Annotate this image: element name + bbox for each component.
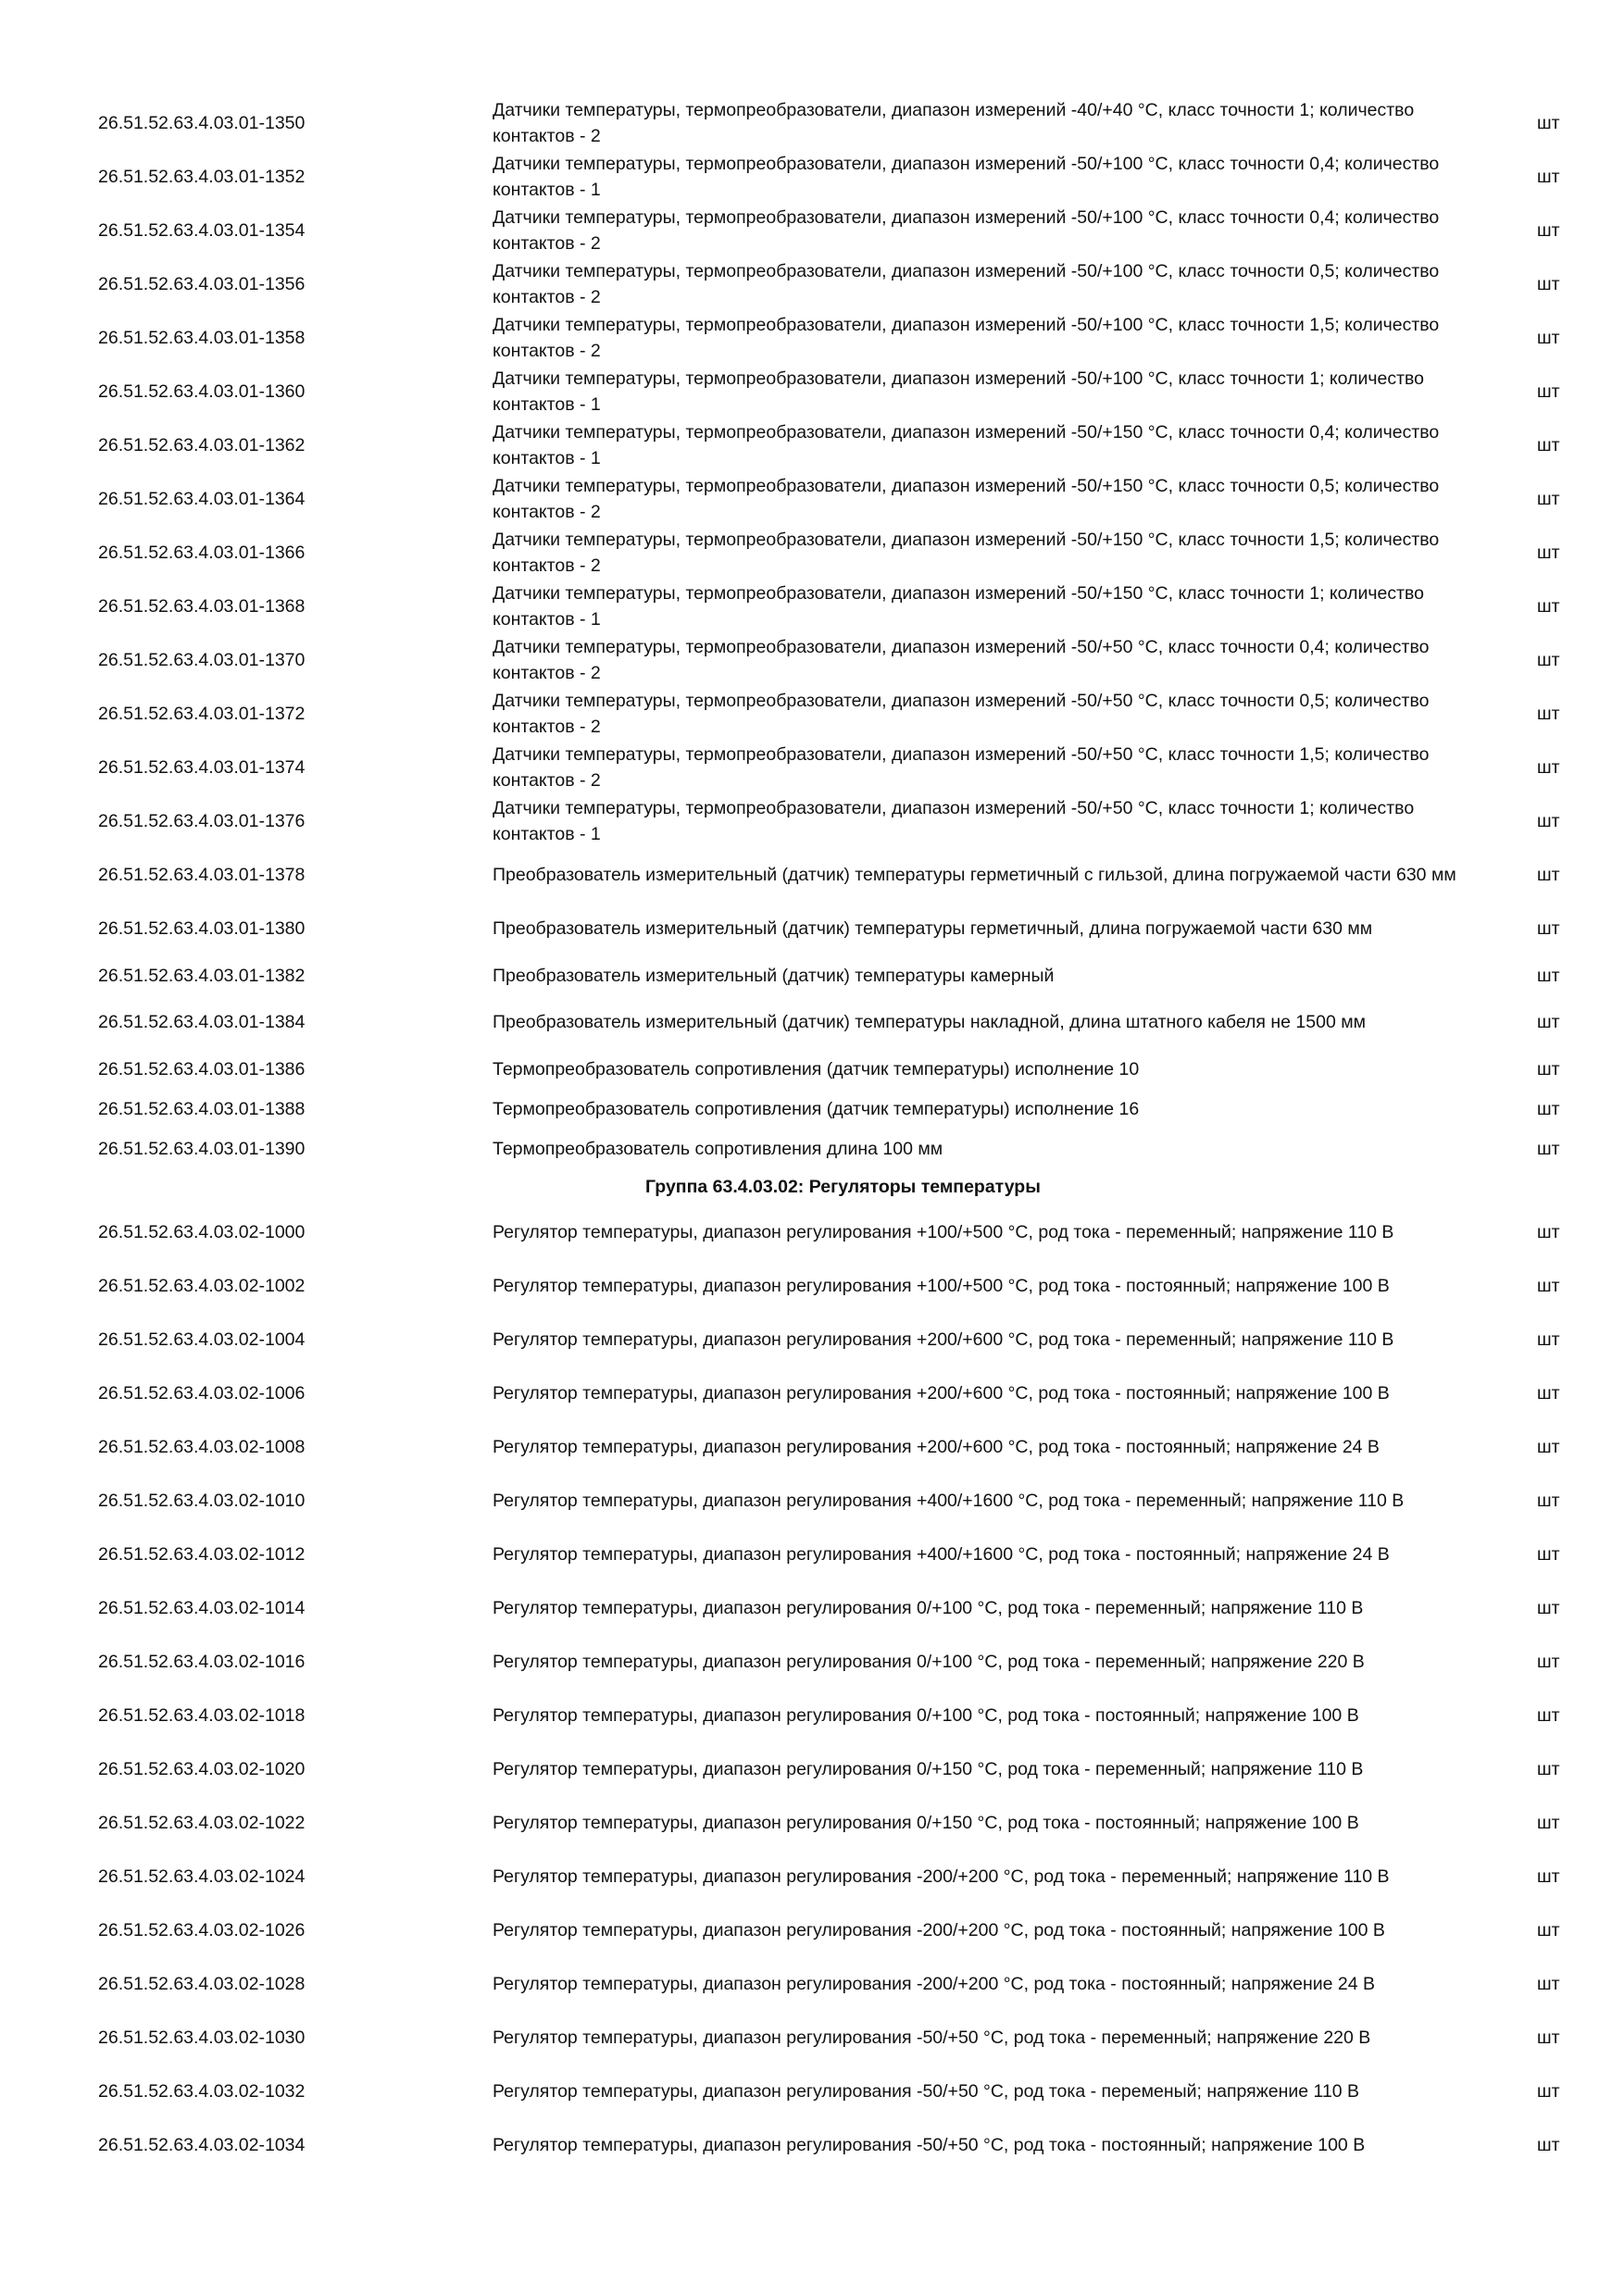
item-description: Регулятор температуры, диапазон регулирования 0/+100 °С, род тока - постоянный; напряжение 100 В: [493, 1705, 1359, 1726]
item-code: 26.51.52.63.4.03.01-1380: [98, 918, 306, 939]
item-code: 26.51.52.63.4.03.02-1010: [98, 1491, 306, 1511]
item-code: 26.51.52.63.4.03.02-1004: [98, 1329, 306, 1350]
table-row: [0, 955, 1624, 995]
item-code: 26.51.52.63.4.03.02-1026: [98, 1920, 306, 1940]
table-row: [0, 257, 1624, 311]
item-code: 26.51.52.63.4.03.02-1030: [98, 2028, 306, 2048]
item-description: Регулятор температуры, диапазон регулирования -200/+200 °С, род тока - постоянный; напряжение 100 В: [493, 1920, 1385, 1940]
item-code: 26.51.52.63.4.03.02-1032: [98, 2081, 306, 2102]
item-code: 26.51.52.63.4.03.01-1386: [98, 1058, 306, 1079]
table-section-regulators: [0, 1205, 1624, 2172]
item-description: Преобразователь измерительный (датчик) температуры камерный: [493, 965, 1055, 986]
item-code: 26.51.52.63.4.03.02-1016: [98, 1652, 306, 1672]
item-description: Регулятор температуры, диапазон регулирования -50/+50 °С, род тока - переменый; напряжение 110 В: [493, 2081, 1360, 2102]
item-description: Регулятор температуры, диапазон регулирования +200/+600 °С, род тока - переменный; напряжение 110 В: [493, 1329, 1394, 1350]
item-code: 26.51.52.63.4.03.02-1034: [98, 2135, 306, 2155]
item-description: Датчики температуры, термопреобразователи, диапазон измерений -50/+50 °С, класс точности 1; количество контактов - 1: [493, 798, 1415, 844]
group-heading: [0, 1168, 1624, 1205]
table-row: [0, 311, 1624, 365]
item-description: Регулятор температуры, диапазон регулирования -200/+200 °С, род тока - постоянный; напряжение 24 В: [493, 1974, 1376, 1994]
table-row: [0, 2118, 1624, 2172]
table-row: [0, 1420, 1624, 1474]
table-row: [0, 1850, 1624, 1903]
table-row: [0, 580, 1624, 633]
item-code: 26.51.52.63.4.03.01-1384: [98, 1012, 306, 1032]
item-unit: шт: [1537, 1222, 1560, 1242]
item-unit: шт: [1537, 811, 1560, 831]
item-unit: шт: [1537, 274, 1560, 294]
table-row: [0, 848, 1624, 902]
item-description: Регулятор температуры, диапазон регулирования +100/+500 °С, род тока - переменный; напряжение 110 В: [493, 1222, 1394, 1242]
item-description: Регулятор температуры, диапазон регулирования 0/+100 °С, род тока - переменный; напряжение 110 В: [493, 1598, 1364, 1618]
item-unit: шт: [1537, 1866, 1560, 1887]
item-description: Термопреобразователь сопротивления длина 100 мм: [493, 1138, 943, 1159]
item-unit: шт: [1537, 1705, 1560, 1726]
table-row: [0, 1581, 1624, 1635]
item-unit: шт: [1537, 1652, 1560, 1672]
item-code: 26.51.52.63.4.03.01-1356: [98, 274, 306, 294]
item-description: Датчики температуры, термопреобразователи, диапазон измерений -50/+50 °С, класс точности 0,5; количество контактов - 2: [493, 691, 1430, 737]
table-row: [0, 2011, 1624, 2065]
table-row: [0, 1089, 1624, 1129]
item-description: Регулятор температуры, диапазон регулирования 0/+150 °С, род тока - переменный; напряжение 110 В: [493, 1759, 1364, 1779]
item-unit: шт: [1537, 650, 1560, 670]
item-unit: шт: [1537, 2028, 1560, 2048]
table-row: [0, 150, 1624, 204]
item-unit: шт: [1537, 965, 1560, 986]
table-row: [0, 1129, 1624, 1168]
item-description: Датчики температуры, термопреобразователи, диапазон измерений -50/+150 °С, класс точности 1; количество контактов - 1: [493, 583, 1425, 630]
item-code: 26.51.52.63.4.03.01-1352: [98, 167, 306, 187]
item-code: 26.51.52.63.4.03.01-1360: [98, 381, 306, 402]
item-unit: шт: [1537, 918, 1560, 939]
table-row: [0, 995, 1624, 1049]
item-description: Регулятор температуры, диапазон регулирования -200/+200 °С, род тока - переменный; напряжение 110 В: [493, 1866, 1390, 1887]
item-description: Датчики температуры, термопреобразователи, диапазон измерений -50/+100 °С, класс точности 1,5; количество контактов - 2: [493, 315, 1440, 361]
item-code: 26.51.52.63.4.03.02-1022: [98, 1813, 306, 1833]
item-description: Преобразователь измерительный (датчик) температуры накладной, длина штатного кабеля не 1500 мм: [493, 1012, 1367, 1032]
item-code: 26.51.52.63.4.03.02-1006: [98, 1383, 306, 1404]
item-unit: шт: [1537, 543, 1560, 563]
item-code: 26.51.52.63.4.03.02-1028: [98, 1974, 306, 1994]
table-row: [0, 472, 1624, 526]
table-row: [0, 204, 1624, 257]
item-unit: шт: [1537, 1974, 1560, 1994]
item-unit: шт: [1537, 1598, 1560, 1618]
item-unit: шт: [1537, 2081, 1560, 2102]
item-description: Регулятор температуры, диапазон регулирования -50/+50 °С, род тока - переменный; напряжение 220 В: [493, 2028, 1371, 2048]
table-section-sensors: [0, 96, 1624, 1168]
item-description: Датчики температуры, термопреобразователи, диапазон измерений -50/+50 °С, класс точности 1,5; количество контактов - 2: [493, 744, 1430, 791]
item-unit: шт: [1537, 489, 1560, 509]
item-code: 26.51.52.63.4.03.01-1368: [98, 596, 306, 617]
table-row: [0, 1366, 1624, 1420]
item-code: 26.51.52.63.4.03.02-1000: [98, 1222, 306, 1242]
item-code: 26.51.52.63.4.03.01-1376: [98, 811, 306, 831]
item-description: Датчики температуры, термопреобразователи, диапазон измерений -40/+40 °С, класс точности 1; количество контактов - 2: [493, 100, 1415, 146]
item-description: Регулятор температуры, диапазон регулирования +400/+1600 °С, род тока - переменный; напряжение 110 В: [493, 1491, 1405, 1511]
table-row: [0, 1742, 1624, 1796]
item-code: 26.51.52.63.4.03.02-1020: [98, 1759, 306, 1779]
item-code: 26.51.52.63.4.03.01-1370: [98, 650, 306, 670]
table-row: [0, 1205, 1624, 1259]
item-code: 26.51.52.63.4.03.02-1012: [98, 1544, 306, 1565]
table-row: [0, 1528, 1624, 1581]
item-unit: шт: [1537, 1759, 1560, 1779]
item-code: 26.51.52.63.4.03.01-1390: [98, 1138, 306, 1159]
table-row: [0, 1903, 1624, 1957]
item-description: Преобразователь измерительный (датчик) температуры герметичный с гильзой, длина погружаемой части 630 мм: [493, 865, 1456, 885]
table-row: [0, 526, 1624, 580]
item-description: Датчики температуры, термопреобразователи, диапазон измерений -50/+100 °С, класс точности 0,4; количество контактов - 1: [493, 154, 1440, 200]
table-row: [0, 902, 1624, 955]
item-unit: шт: [1537, 113, 1560, 133]
item-unit: шт: [1537, 1491, 1560, 1511]
item-code: 26.51.52.63.4.03.01-1378: [98, 865, 306, 885]
item-code: 26.51.52.63.4.03.01-1350: [98, 113, 306, 133]
item-unit: шт: [1537, 757, 1560, 778]
item-unit: шт: [1537, 704, 1560, 724]
table-row: [0, 418, 1624, 472]
item-code: 26.51.52.63.4.03.01-1358: [98, 328, 306, 348]
table-row: [0, 365, 1624, 418]
item-unit: шт: [1537, 328, 1560, 348]
table-row: [0, 2065, 1624, 2118]
item-description: Датчики температуры, термопреобразователи, диапазон измерений -50/+100 °С, класс точности 0,4; количество контактов - 2: [493, 207, 1440, 254]
item-description: Преобразователь измерительный (датчик) температуры герметичный, длина погружаемой части 630 мм: [493, 918, 1373, 939]
item-description: Термопреобразователь сопротивления (датчик температуры) исполнение 16: [493, 1098, 1140, 1119]
table-row: [0, 1049, 1624, 1089]
item-description: Датчики температуры, термопреобразователи, диапазон измерений -50/+100 °С, класс точности 0,5; количество контактов - 2: [493, 261, 1440, 307]
item-unit: шт: [1537, 167, 1560, 187]
item-unit: шт: [1537, 220, 1560, 241]
table-row: [0, 741, 1624, 794]
item-unit: шт: [1537, 1813, 1560, 1833]
item-code: 26.51.52.63.4.03.01-1374: [98, 757, 306, 778]
item-unit: шт: [1537, 1544, 1560, 1565]
item-code: 26.51.52.63.4.03.02-1008: [98, 1437, 306, 1457]
item-description: Регулятор температуры, диапазон регулирования 0/+150 °С, род тока - постоянный; напряжение 100 В: [493, 1813, 1359, 1833]
table-row: [0, 1313, 1624, 1366]
document-page: [0, 96, 1624, 2172]
table-row: [0, 687, 1624, 741]
item-description: Регулятор температуры, диапазон регулирования +100/+500 °С, род тока - постоянный; напряжение 100 В: [493, 1276, 1390, 1296]
item-code: 26.51.52.63.4.03.02-1024: [98, 1866, 306, 1887]
table-row: [0, 1689, 1624, 1742]
item-code: 26.51.52.63.4.03.01-1362: [98, 435, 306, 455]
item-code: 26.51.52.63.4.03.01-1382: [98, 965, 306, 986]
table-row: [0, 633, 1624, 687]
item-code: 26.51.52.63.4.03.01-1366: [98, 543, 306, 563]
item-code: 26.51.52.63.4.03.01-1364: [98, 489, 306, 509]
item-unit: шт: [1537, 2135, 1560, 2155]
table-row: [0, 1474, 1624, 1528]
item-unit: шт: [1537, 1920, 1560, 1940]
item-description: Регулятор температуры, диапазон регулирования -50/+50 °С, род тока - постоянный; напряжение 100 В: [493, 2135, 1366, 2155]
item-unit: шт: [1537, 1098, 1560, 1119]
group-title: Группа 63.4.03.02: Регуляторы температуры: [645, 1177, 1041, 1197]
item-unit: шт: [1537, 596, 1560, 617]
item-unit: шт: [1537, 1058, 1560, 1079]
item-unit: шт: [1537, 865, 1560, 885]
item-unit: шт: [1537, 1383, 1560, 1404]
table-row: [0, 794, 1624, 848]
item-description: Регулятор температуры, диапазон регулирования +200/+600 °С, род тока - постоянный; напряжение 24 В: [493, 1437, 1380, 1457]
item-description: Датчики температуры, термопреобразователи, диапазон измерений -50/+100 °С, класс точности 1; количество контактов - 1: [493, 368, 1425, 415]
item-unit: шт: [1537, 1437, 1560, 1457]
item-code: 26.51.52.63.4.03.02-1014: [98, 1598, 306, 1618]
item-code: 26.51.52.63.4.03.02-1002: [98, 1276, 306, 1296]
item-description: Датчики температуры, термопреобразователи, диапазон измерений -50/+150 °С, класс точности 0,5; количество контактов - 2: [493, 476, 1440, 522]
item-code: 26.51.52.63.4.03.01-1372: [98, 704, 306, 724]
item-code: 26.51.52.63.4.03.01-1354: [98, 220, 306, 241]
table-row: [0, 1635, 1624, 1689]
item-description: Регулятор температуры, диапазон регулирования 0/+100 °С, род тока - переменный; напряжение 220 В: [493, 1652, 1365, 1672]
item-code: 26.51.52.63.4.03.01-1388: [98, 1098, 306, 1119]
table-row: [0, 1957, 1624, 2011]
item-description: Регулятор температуры, диапазон регулирования +400/+1600 °С, род тока - постоянный; напряжение 24 В: [493, 1544, 1390, 1565]
item-unit: шт: [1537, 1012, 1560, 1032]
item-unit: шт: [1537, 1138, 1560, 1159]
item-description: Датчики температуры, термопреобразователи, диапазон измерений -50/+150 °С, класс точности 0,4; количество контактов - 1: [493, 422, 1440, 468]
table-row: [0, 1796, 1624, 1850]
item-description: Регулятор температуры, диапазон регулирования +200/+600 °С, род тока - постоянный; напряжение 100 В: [493, 1383, 1390, 1404]
item-description: Датчики температуры, термопреобразователи, диапазон измерений -50/+50 °С, класс точности 0,4; количество контактов - 2: [493, 637, 1430, 683]
item-unit: шт: [1537, 1329, 1560, 1350]
item-description: Термопреобразователь сопротивления (датчик температуры) исполнение 10: [493, 1058, 1140, 1079]
item-code: 26.51.52.63.4.03.02-1018: [98, 1705, 306, 1726]
table-row: [0, 1259, 1624, 1313]
item-unit: шт: [1537, 435, 1560, 455]
item-unit: шт: [1537, 381, 1560, 402]
item-unit: шт: [1537, 1276, 1560, 1296]
item-description: Датчики температуры, термопреобразователи, диапазон измерений -50/+150 °С, класс точности 1,5; количество контактов - 2: [493, 530, 1440, 576]
table-row: [0, 96, 1624, 150]
